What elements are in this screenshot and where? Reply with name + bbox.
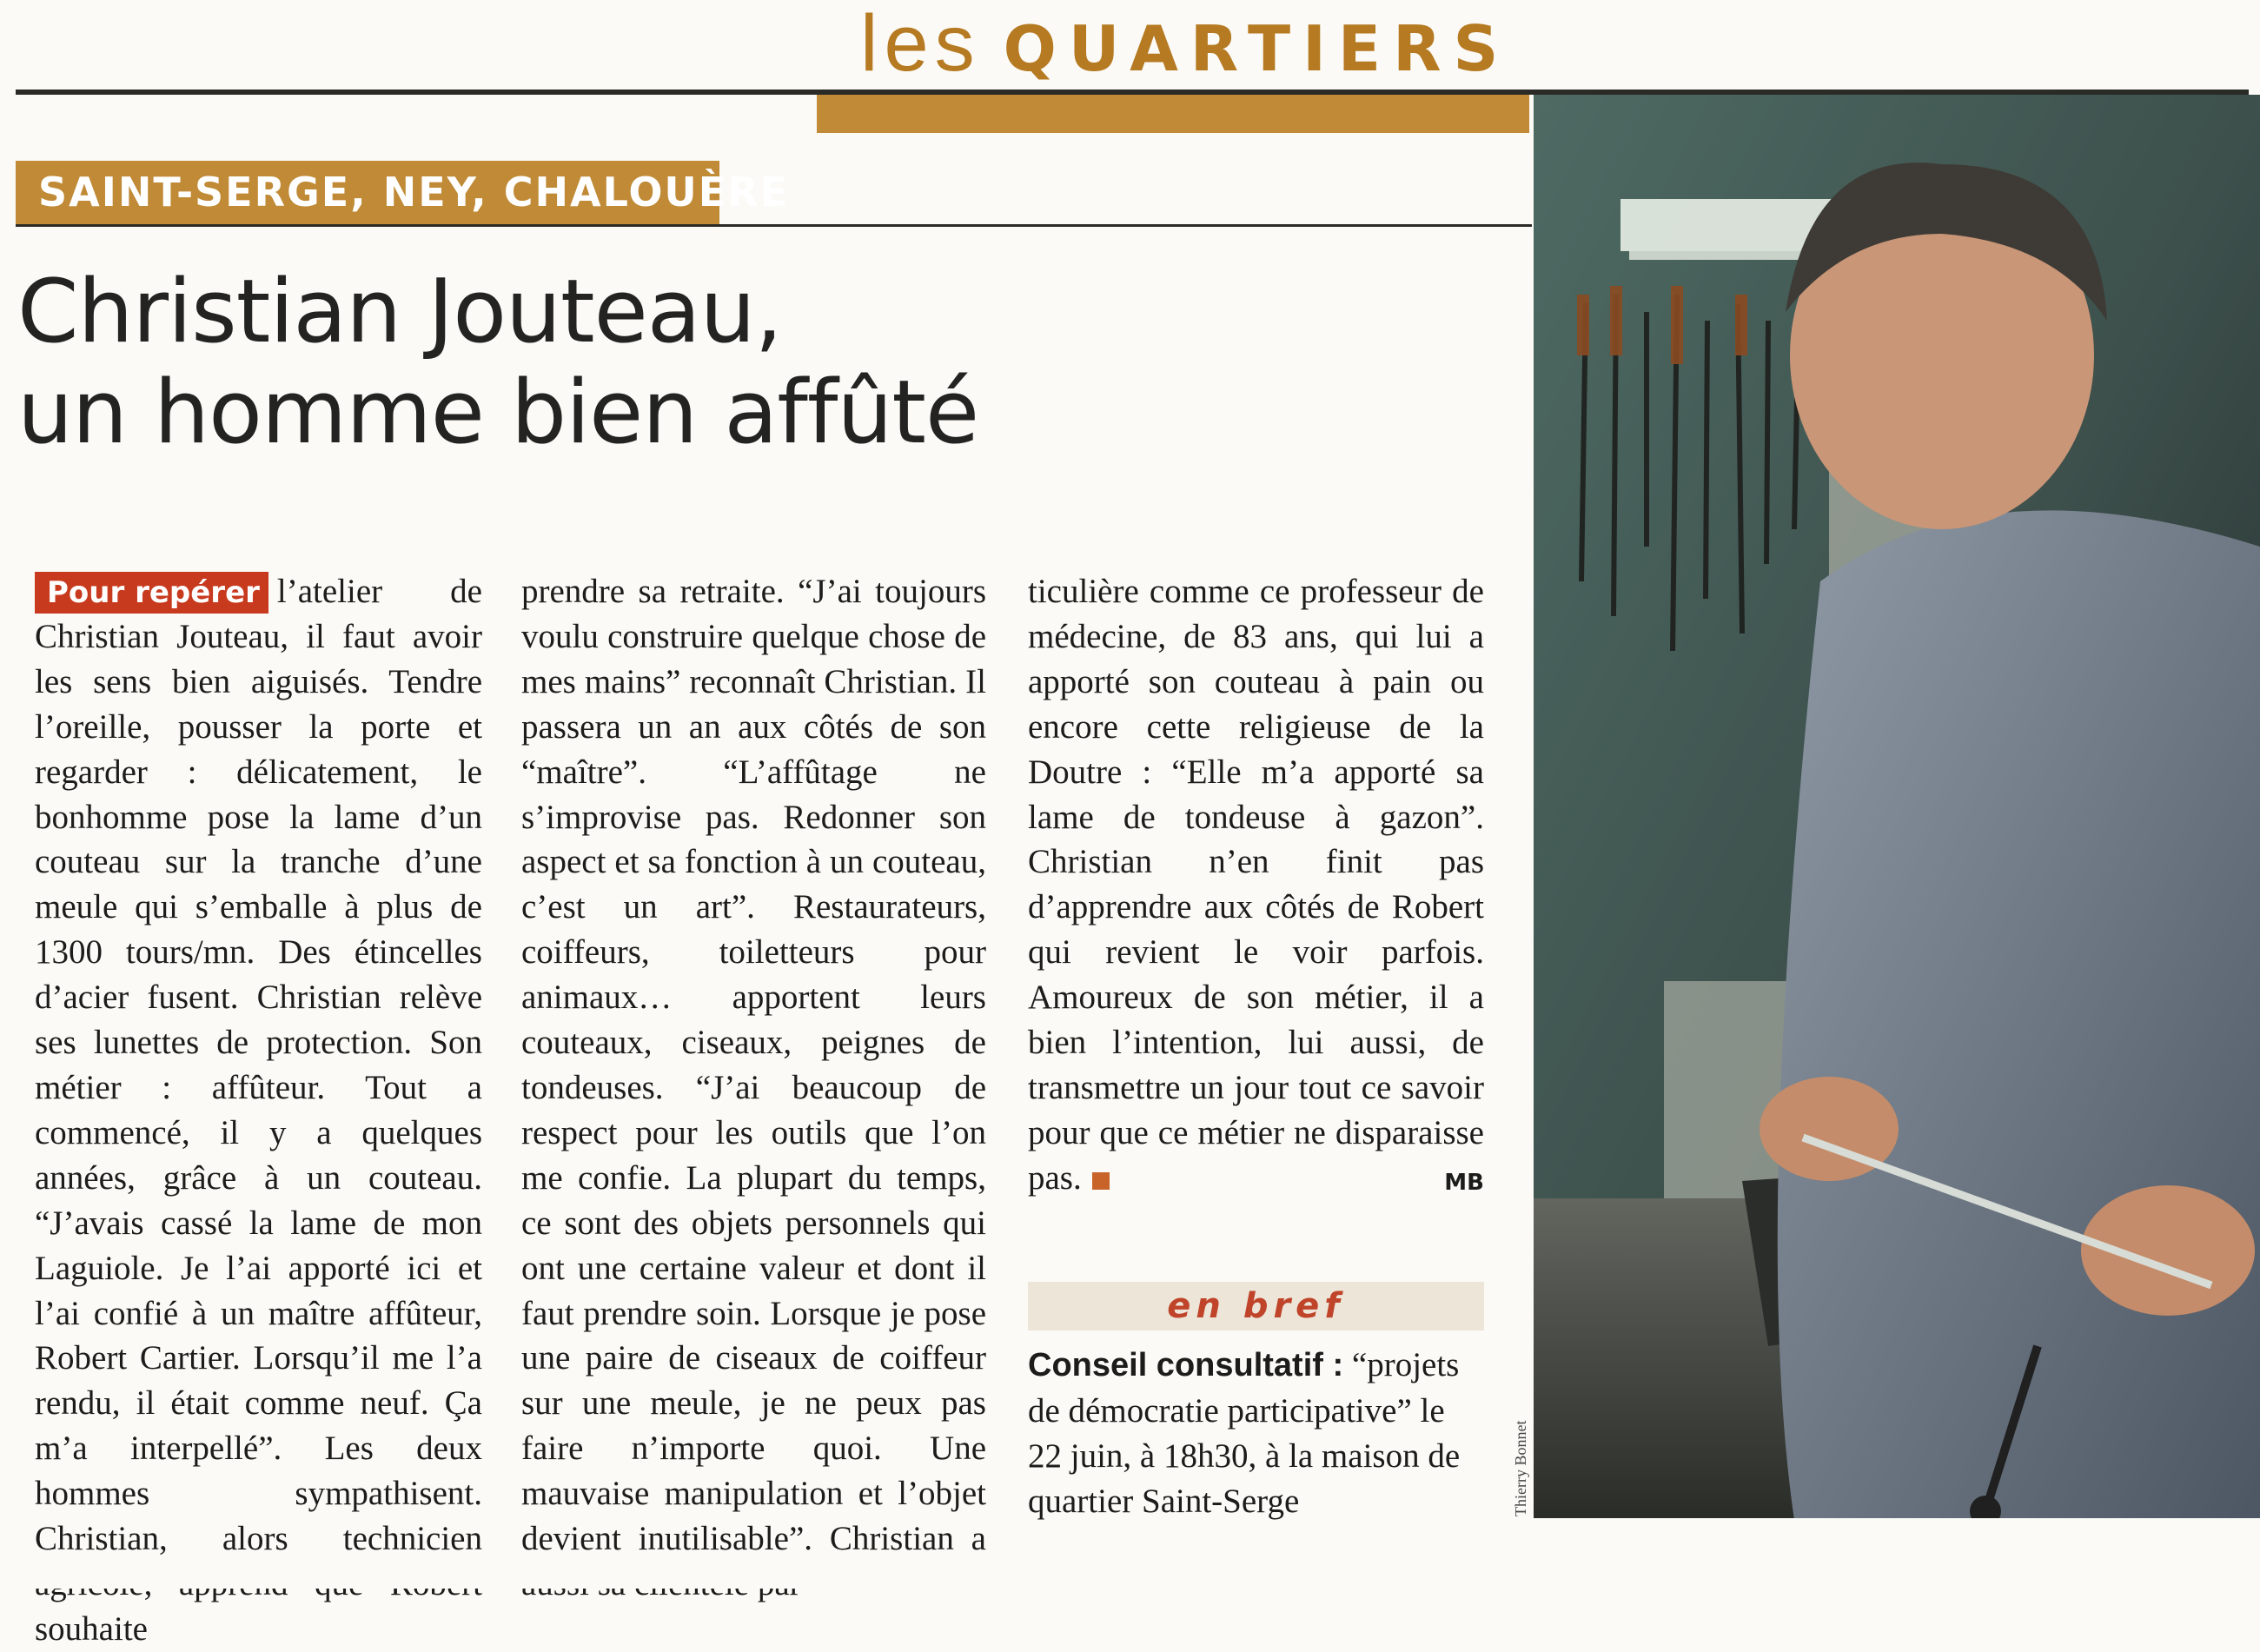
district-tag: SAINT-SERGE, NEY, CHALOUÈRE [16,161,719,224]
photo-illustration [1534,95,2260,1518]
headline-line1: Christian Jouteau, [17,260,782,362]
brief-banner: en bref [1028,1282,1484,1330]
brief-body: “projets de démocratie participative” le 22 juin, à 18h30, à la maison de quartier Saint-Serge [1028,1346,1461,1520]
column-3-text: ticulière comme ce professeur de médecine, de 83 ans, qui lui a apporté son couteau à pain ou encore cette religieuse de la Doutre : “Elle m’a apporté sa lame de tondeuse à gazon”. Christian n’en finit pas d’apprendre aux côtés de Robert qui revient le voir parfois. Amoureux de son métier, il a bien l’intention, lui aussi, de transmettre un jour tout ce savoir pour que ce métier ne disparaisse pas. [1028,573,1484,1197]
section-rule [16,224,1532,227]
brief-lead: Conseil consultatif : [1028,1347,1344,1383]
brief-text [1028,1343,1484,1524]
kicker-label: Pour repérer [35,572,268,614]
page-bottom-margin [0,1564,2260,1589]
headline [17,261,1495,462]
column-2-text: prendre sa retraite. “J’ai toujours voulu construire quelque chose de mes mains” reconnaît Christian. Il passera un an aux côtés de son “maître”. “L’affûtage ne s’improvise pas. Redonner son aspect et sa fonction à un couteau, c’est un art”. Restaurateurs, coiffeurs, toiletteurs pour animaux… apportent leurs couteaux, ciseaux, peignes de tondeuses. “J’ai beaucoup de respect pour les outils que l’on me confie. La plupart du temps, ce sont des objets personnels qui ont une certaine valeur et dont il faut prendre soin. Lorsque je pose une paire de ciseaux de coiffeur sur une meule, je ne peux pas faire n’importe quoi. Une mauvaise manipulation et l’objet devient inutilisable”. Christian a [521,573,986,1558]
article-column-3 [1028,569,1484,1206]
photo-credit: Thierry Bonnet [1512,1420,1529,1516]
section-header [860,0,1729,87]
header-les: les [860,0,981,88]
column-1-text: l’atelier de Christian Jouteau, il faut avoir les sens bien aiguisés. Tendre l’oreille, pousser la porte et regarder : délicatement, le bonhomme pose la lame d’un couteau sur la tranche d’une meule qui s’emballe à plus de 1300 tours/mn. Des étincelles d’acier fusent. Christian relève ses lunettes de protection. Son métier : affûteur. Tout a commencé, il y a quelques années, grâce à un couteau. “J’avais cassé la lame de mon Laguiole. Je l’ai apporté ici et l’ai confié à un maître affûteur, Robert Cartier. Lorsqu’il me l’a rendu, il était comme neuf. Ça m’a interpellé”. Les deux hommes sympathisent. Christian, alors technicien souhaite [35,573,482,1648]
end-mark-icon [1092,1172,1110,1190]
gold-bar [817,95,1529,133]
workshop-photo [1534,95,2260,1518]
headline-line2: un homme bien affûté [17,361,979,463]
author-signature: MB [1444,1169,1484,1196]
article-column-2 [521,569,986,1607]
header-quartiers: QUARTIERS [1003,12,1511,85]
article-column-1 [35,569,482,1652]
